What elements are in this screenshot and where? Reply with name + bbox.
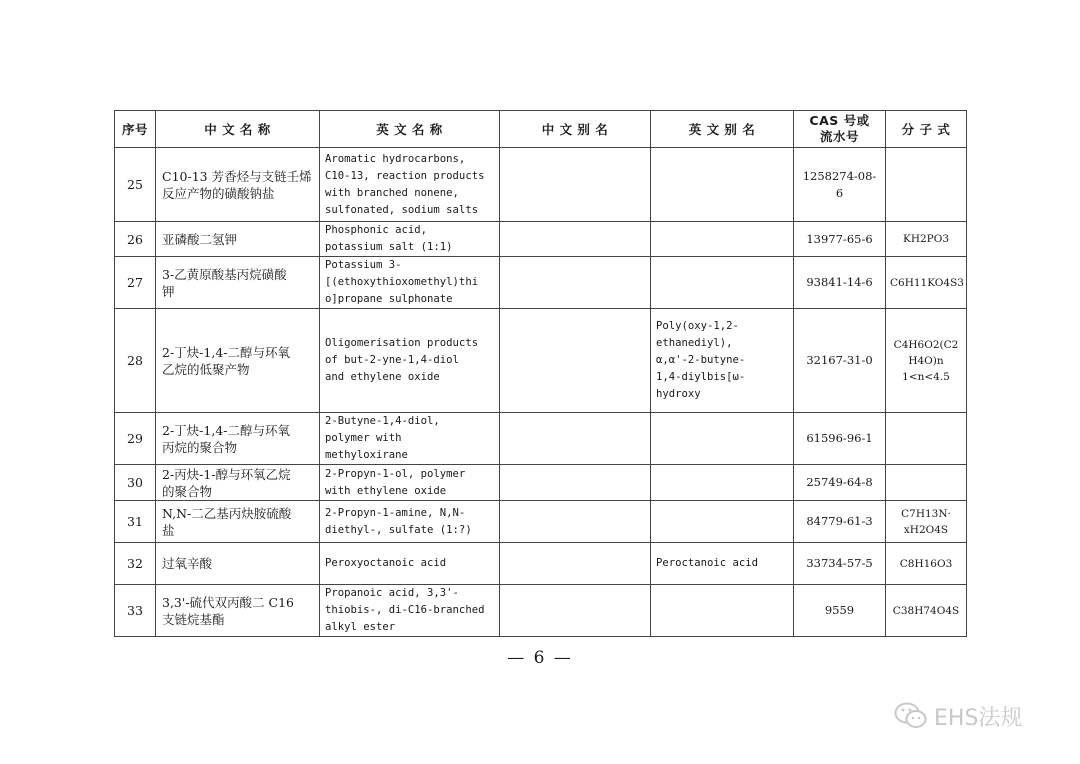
english-alias [651,148,794,222]
english-alias [651,413,794,465]
english-name-line: and ethylene oxide [325,371,440,383]
chinese-name-line: 乙烷的低聚产物 [162,361,250,377]
cas-number [794,585,886,637]
english-name-line: methyloxirane [325,449,408,461]
chinese-name-line: 2-丙炔-1-醇与环氧乙烷 [162,466,291,482]
english-alias [651,543,794,585]
table-header-row [115,111,967,148]
molecular-formula-line: H4O)n [908,354,944,367]
english-name [320,222,500,257]
chinese-alias [500,543,651,585]
chinese-name [156,543,320,585]
chinese-name-line: 支链烷基酯 [162,611,225,627]
row-number: 33 [115,585,156,637]
english-name-line: polymer with [325,432,402,444]
molecular-formula-line: KH2PO3 [902,233,950,245]
row-number: 25 [115,148,156,222]
english-name-line: with branched nonene, [325,186,459,199]
english-name-line: o]propane sulphonate [325,293,453,305]
chinese-alias [500,585,651,637]
molecular-formula [886,465,967,501]
english-name [320,501,500,543]
chinese-name-line: 亚磷酸二氢钾 [162,231,238,247]
cas-number [794,465,886,501]
molecular-formula [886,148,967,222]
english-name [320,309,500,413]
header-cn-alias: 中 文 别 名 [500,111,651,148]
english-name-line: with ethylene oxide [325,484,447,497]
chinese-alias [500,309,651,413]
english-name [320,413,500,465]
english-name-line: sulfonated, sodium salts [325,203,479,216]
chinese-name-line: 丙烷的聚合物 [162,439,238,455]
table-row [115,309,967,413]
english-alias [651,309,794,413]
cas-number [794,148,886,222]
table-row [115,148,967,222]
english-alias [651,257,794,309]
english-alias-line: α,α'-2-butyne- [656,354,746,366]
chinese-name [156,465,320,501]
english-alias-line: Peroctanoic acid [656,557,759,569]
molecular-formula-line: C8H16O3 [899,557,953,570]
molecular-formula [886,257,967,309]
table-row [115,413,967,465]
molecular-formula [886,585,967,637]
molecular-formula-line: C6H11KO4S3 [890,276,964,289]
chinese-name-line: 盐 [162,522,175,538]
wechat-icon [894,701,928,731]
english-name-line: [(ethoxythioxomethyl)thi [325,276,479,288]
english-name-line: 2-Propyn-1-amine, N,N- [325,506,466,519]
english-name-line: 2-Propyn-1-ol, polymer [325,467,466,480]
chinese-name-line: 3,3'-硫代双丙酸二 C16 [162,594,294,610]
table-row [115,465,967,501]
english-name [320,148,500,222]
cas-number [794,543,886,585]
molecular-formula [886,309,967,413]
page-number: — 6 — [507,648,573,668]
chinese-alias [500,222,651,257]
english-name [320,257,500,309]
row-number: 31 [115,501,156,543]
english-name [320,543,500,585]
cas-number-line: 1258274-08- [802,168,877,183]
english-name-line: potassium salt (1:1) [325,241,453,253]
chinese-name-line: 过氧辛酸 [162,556,213,571]
table-row [115,543,967,585]
cas-number-line: 84779-61-3 [806,514,873,528]
english-alias-line: hydroxy [656,388,701,400]
english-alias [651,465,794,501]
table-row [115,501,967,543]
chinese-name-line: 的聚合物 [162,483,213,499]
cas-number-line: 33734-57-5 [806,556,873,570]
chinese-name [156,413,320,465]
english-name-line: alkyl ester [325,621,396,633]
molecular-formula-line: C4H6O2(C2 [893,338,959,351]
header-en-name: 英 文 名 称 [320,111,500,148]
chinese-alias [500,501,651,543]
watermark-text: EHS法规 [934,705,1023,731]
chinese-name-line: 反应产物的磺酸钠盐 [162,185,275,201]
english-alias [651,501,794,543]
chinese-name [156,222,320,257]
cas-number-line: 61596-96-1 [806,431,873,445]
cas-number [794,222,886,257]
english-alias-line: 1,4-diylbis[ω- [656,371,746,383]
chemical-list-table [114,110,967,637]
row-number: 32 [115,543,156,585]
cas-number-line: 25749-64-8 [806,475,873,489]
english-name-line: Peroxyoctanoic acid [325,557,447,569]
english-name-line: diethyl-, sulfate (1:?) [325,523,472,536]
chinese-name [156,257,320,309]
header-formula: 分 子 式 [886,111,967,148]
chinese-name [156,585,320,637]
header-cas-line2: 流水号 [819,129,859,144]
english-alias [651,222,794,257]
header-en-alias: 英 文 别 名 [651,111,794,148]
chinese-name [156,148,320,222]
cas-number-line: 6 [835,185,844,200]
english-name-line: Potassium 3- [325,259,402,271]
english-alias-line: ethanediyl), [656,337,733,349]
cas-number-line: 32167-31-0 [806,353,873,367]
english-name-line: of but-2-yne-1,4-diol [325,354,459,366]
molecular-formula-line: C38H74O4S [892,604,960,617]
cas-number-line: 9559 [824,603,855,617]
chinese-name-line: 2-丁炔-1,4-二醇与环氧 [162,422,291,438]
molecular-formula-line: C7H13N· [901,507,951,520]
chinese-name-line: 2-丁炔-1,4-二醇与环氧 [162,344,291,360]
chinese-name-line: N,N-二乙基丙炔胺硫酸 [162,505,292,521]
cas-number-line: 13977-65-6 [806,231,873,246]
molecular-formula [886,222,967,257]
row-number: 26 [115,222,156,257]
english-name-line: thiobis-, di-C16-branched [325,604,485,616]
molecular-formula [886,413,967,465]
molecular-formula-line: xH2O4S [903,523,949,536]
table-row [115,257,967,309]
english-alias [651,585,794,637]
watermark [894,698,1022,734]
header-cn-name: 中 文 名 称 [156,111,320,148]
english-name-line: Propanoic acid, 3,3'- [325,587,459,599]
chinese-alias [500,465,651,501]
chinese-alias [500,413,651,465]
cas-number [794,257,886,309]
cas-number [794,501,886,543]
chinese-name-line: 钾 [162,283,175,299]
chinese-name-line: 3-乙黄原酸基丙烷磺酸 [162,266,287,282]
english-name-line: C10-13, reaction products [325,169,485,182]
row-number: 29 [115,413,156,465]
molecular-formula [886,543,967,585]
table-row [115,585,967,637]
chinese-alias [500,257,651,309]
row-number: 28 [115,309,156,413]
english-name-line: Phosphonic acid, [325,224,428,236]
english-name-line: Aromatic hydrocarbons, [325,152,466,165]
chinese-alias [500,148,651,222]
english-name [320,465,500,501]
chinese-name [156,309,320,413]
english-alias-line: Poly(oxy-1,2- [656,320,739,332]
chinese-name-line: C10-13 芳香烃与支链壬烯 [162,168,312,184]
molecular-formula-line: 1<n<4.5 [902,370,950,383]
header-cas-line1: CAS 号或 [809,113,870,128]
cas-number [794,413,886,465]
english-name [320,585,500,637]
english-name-line: Oligomerisation products [325,337,479,349]
row-number: 30 [115,465,156,501]
chinese-name [156,501,320,543]
english-name-line: 2-Butyne-1,4-diol, [325,415,440,427]
cas-number-line: 93841-14-6 [806,275,873,289]
row-number: 27 [115,257,156,309]
table-row [115,222,967,257]
cas-number [794,309,886,413]
table-body [115,148,967,637]
molecular-formula [886,501,967,543]
header-cas [794,111,886,148]
header-no: 序号 [115,111,156,148]
